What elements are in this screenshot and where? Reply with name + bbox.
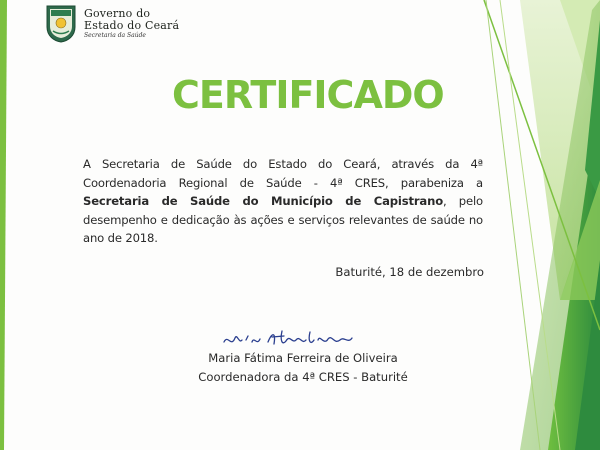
certificate-body [83, 155, 483, 248]
gov-line2: Estado do Ceará [84, 19, 180, 32]
body-honoree: Secretaria de Saúde do Município de Capistrano [83, 194, 444, 208]
certificate-title: CERTIFICADO [172, 73, 444, 117]
signer-role: Coordenadora da 4ª CRES - Baturité [198, 370, 408, 384]
body-text-2: , pelo desempenho e dedicação às ações e serviços relevantes de saúde no ano de 2018. [83, 194, 483, 245]
gov-line3: Secretaria da Saúde [84, 32, 146, 39]
state-coat-of-arms-logo [46, 5, 76, 43]
body-text-1: A Secretaria de Saúde do Estado do Ceará, através da 4ª Coordenadoria Regional de Saúde - 4ª CRES, parabeniza a [83, 157, 483, 190]
place-date: Baturité, 18 de dezembro [335, 265, 484, 279]
signer-block [196, 349, 410, 387]
gov-line1: Governo do [84, 7, 151, 20]
signer-name: Maria Fátima Ferreira de Oliveira [208, 351, 398, 365]
government-header [84, 8, 179, 39]
